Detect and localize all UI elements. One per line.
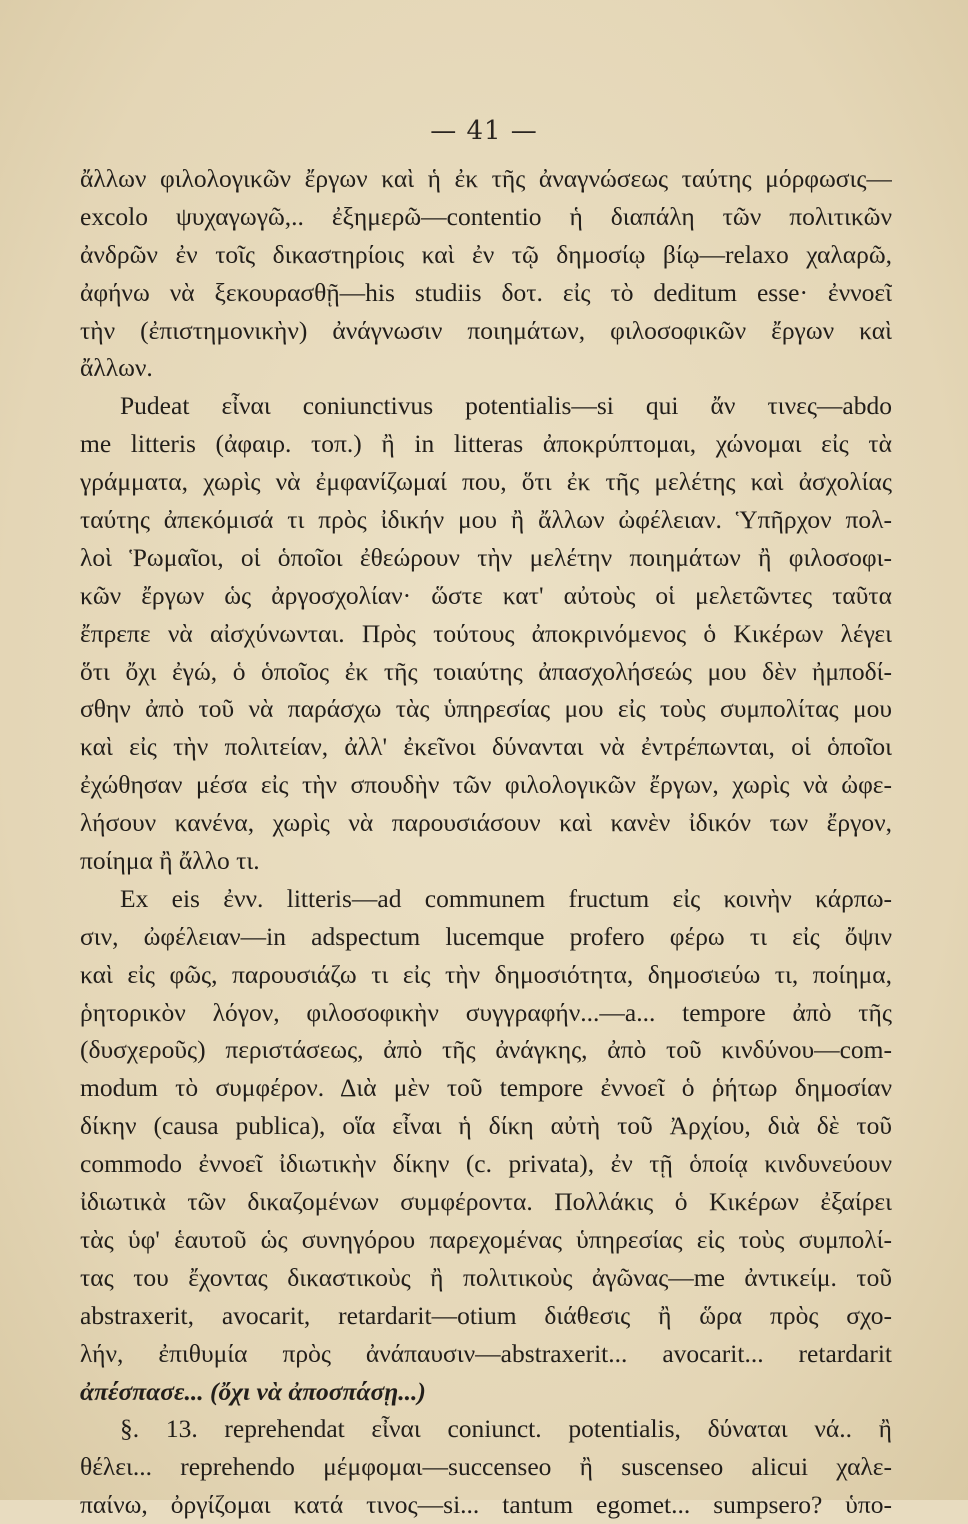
text-line: σθην ἀπὸ τοῦ νὰ παράσχω τὰς ὑπηρεσίας μου εἰς τοὺς συμπολίτας μου xyxy=(80,694,892,724)
text-line: ῥητορικὸν λόγον, φιλοσοφικὴν συγγραφήν...—a... tempore ἀπὸ τῆς xyxy=(80,997,892,1027)
text-line: modum τὸ συμφέρον. Διὰ μὲν τοῦ tempore ἐννοεῖ ὁ ῥήτωρ δημοσίαν xyxy=(80,1073,892,1103)
text-line: Ex eis ἐνν. litteris—ad communem fructum εἰς κοινὴν κάρπω- xyxy=(120,883,892,913)
text-line: τὴν (ἐπιστημονικὴν) ἀνάγνωσιν ποιημάτων, φιλοσοφικῶν ἔργων καὶ xyxy=(80,315,892,345)
text-line: (δυσχεροῦς) περιστάσεως, ἀπὸ τῆς ἀνάγκης, ἀπὸ τοῦ κινδύνου—com- xyxy=(80,1035,892,1065)
text-line: ἀφήνω νὰ ξεκουρασθῇ—his studiis δοτ. εἰς τὸ deditum esse· ἐννοεῖ xyxy=(80,277,892,307)
text-line: λοὶ Ῥωμαῖοι, οἱ ὁποῖοι ἐθεώρουν τὴν μελέτην ποιημάτων ἢ φιλοσοφι- xyxy=(80,542,892,572)
text-line: ἰδιωτικὰ τῶν δικαζομένων συμφέροντα. Πολλάκις ὁ Κικέρων ἐξαίρει xyxy=(80,1187,892,1217)
text-line: καὶ εἰς τὴν πολιτείαν, ἀλλ' ἐκεῖνοι δύνανται νὰ ἐντρέπωνται, οἱ ὁποῖοι xyxy=(80,732,892,762)
text-line: Pudeat εἶναι coniunctivus potentialis—si qui ἄν τινες—abdo xyxy=(120,391,892,421)
text-line: ἀνδρῶν ἐν τοῖς δικαστηρίοις καὶ ἐν τῷ δημοσίῳ βίῳ—relaxo χαλαρῶ, xyxy=(80,239,892,269)
text-line: τας του ἔχοντας δικαστικοὺς ἢ πολιτικοὺς ἀγῶνας—me ἀντικείμ. τοῦ xyxy=(80,1262,892,1292)
text-line: τὰς ὑφ' ἑαυτοῦ ὡς συνηγόρου παρεχομένας ὑπηρεσίας εἰς τοὺς συμπολί- xyxy=(80,1224,892,1254)
text-line: §. 13. reprehendat εἶναι coniunct. potentialis, δύναται νά.. ἢ xyxy=(120,1414,892,1444)
text-line: λήσουν κανένα, χωρὶς νὰ παρουσιάσουν καὶ κανὲν ἰδικόν των ἔργον, xyxy=(80,808,892,838)
text-line: ὅτι ὄχι ἐγώ, ὁ ὁποῖος ἐκ τῆς τοιαύτης ἀπασχολήσεώς μου δὲν ἠμποδί- xyxy=(80,656,892,686)
text-line: ταύτης ἀπεκόμισά τι πρὸς ἰδικήν μου ἢ ἄλλων ὠφέλειαν. Ὑπῆρχον πολ- xyxy=(80,505,892,535)
text-line: παίνω, ὀργίζομαι κατά τινος—si... tantum egomet... sumpsero? ὑπο- xyxy=(80,1490,892,1520)
text-line: γράμματα, χωρὶς νὰ ἐμφανίζωμαί που, ὅτι ἐκ τῆς μελέτης καὶ ἀσχολίας xyxy=(80,467,892,497)
text-line: ἄλλων φιλολογικῶν ἔργων καὶ ἡ ἐκ τῆς ἀναγνώσεως ταύτης μόρφωσις— xyxy=(80,164,892,193)
text-line: ἐχώθησαν μέσα εἰς τὴν σπουδὴν τῶν φιλολογικῶν ἔργων, χωρὶς νὰ ὠφε- xyxy=(80,770,892,800)
text-line: me litteris (ἀφαιρ. τοπ.) ἢ in litteras ἀποκρύπτομαι, χώνομαι εἰς τὰ xyxy=(80,429,892,459)
text-line: θέλει... reprehendo μέμφομαι—succenseo ἢ suscenseo alicui χαλε- xyxy=(80,1452,892,1482)
text-line: δίκην (causa publica), οἵα εἶναι ἡ δίκη αὐτὴ τοῦ Ἀρχίου, διὰ δὲ τοῦ xyxy=(80,1111,892,1141)
text-line: κῶν ἔργων ὡς ἀργοσχολίαν· ὥστε κατ' αὐτοὺς οἱ μελετῶντες ταῦτα xyxy=(80,580,892,610)
text-line: καὶ εἰς φῶς, παρουσιάζω τι εἰς τὴν δημοσιότητα, δημοσιεύω τι, ποίημα, xyxy=(80,959,892,989)
text-line: commodo ἐννοεῖ ἰδιωτικὴν δίκην (c. privata), ἐν τῇ ὁποίᾳ κινδυνεύουν xyxy=(80,1149,892,1179)
page-number: — 41 — xyxy=(430,116,538,146)
text-line: excolo ψυχαγωγῶ,.. ἐξημερῶ—contentio ἡ διαπάλη τῶν πολιτικῶν xyxy=(80,201,892,231)
text-line: ἄλλων. xyxy=(80,353,153,383)
text-line: ἀπέσπασε... (ὄχι νὰ ἀποσπάσῃ...) xyxy=(80,1376,426,1406)
text-line: λήν, ἐπιθυμία πρὸς ἀνάπαυσιν—abstraxerit... avocarit... retardarit xyxy=(80,1338,892,1368)
text-line: ποίημα ἢ ἄλλο τι. xyxy=(80,846,260,876)
body-text xyxy=(80,160,892,1524)
text-line: abstraxerit, avocarit, retardarit—otium διάθεσις ἢ ὥρα πρὸς σχο- xyxy=(80,1300,892,1330)
text-line: σιν, ὠφέλειαν—in adspectum lucemque profero φέρω τι εἰς ὄψιν xyxy=(80,921,892,951)
text-line: ἔπρεπε νὰ αἰσχύνωνται. Πρὸς τούτους ἀποκρινόμενος ὁ Κικέρων λέγει xyxy=(80,618,892,648)
